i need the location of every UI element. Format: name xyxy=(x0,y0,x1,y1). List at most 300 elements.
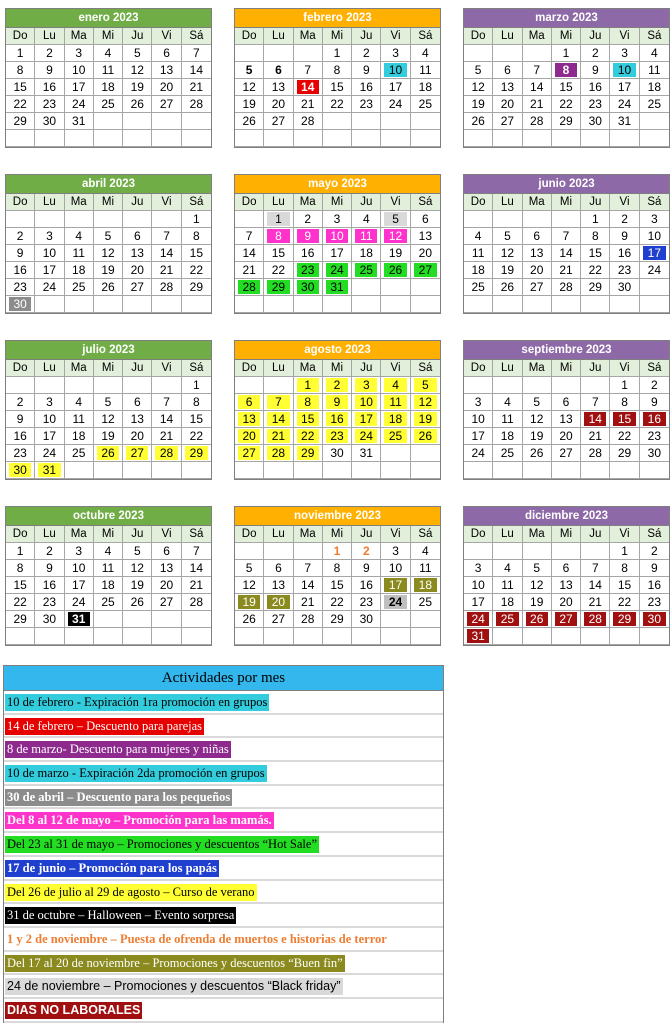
day-cell xyxy=(493,411,522,428)
day-cell xyxy=(581,96,610,113)
empty-cell xyxy=(552,296,581,313)
day-number: 12 xyxy=(530,412,544,426)
day-number: 5 xyxy=(133,46,141,60)
day-number: 31 xyxy=(72,114,86,128)
day-number: 17 xyxy=(72,80,86,94)
empty-cell xyxy=(581,628,610,645)
day-cell xyxy=(235,279,264,296)
day-number: 10 xyxy=(359,395,373,409)
day-number: 8 xyxy=(591,229,599,243)
day-number: 8 xyxy=(304,395,312,409)
weekday-header: Lu xyxy=(35,28,64,45)
empty-cell xyxy=(464,462,493,479)
day-number: 2 xyxy=(304,212,312,226)
day-cell xyxy=(493,279,522,296)
day-cell xyxy=(581,228,610,245)
day-cell xyxy=(640,560,669,577)
day-number: 6 xyxy=(504,63,511,77)
weekday-header: Sá xyxy=(411,526,440,543)
empty-cell xyxy=(552,130,581,147)
day-number: 2 xyxy=(591,46,599,60)
month-grid xyxy=(6,194,211,313)
day-number: 27 xyxy=(530,280,544,294)
day-number: 4 xyxy=(104,46,112,60)
day-number: 13 xyxy=(271,578,286,592)
day-number: 6 xyxy=(422,212,429,226)
day-cell xyxy=(264,245,293,262)
activity-label: DIAS NO LABORALES xyxy=(7,1002,141,1017)
weekday-header: Lu xyxy=(35,194,64,211)
day-number: 11 xyxy=(648,63,661,77)
empty-cell xyxy=(640,296,669,313)
empty-cell xyxy=(152,628,181,645)
weekday-header: Ju xyxy=(123,526,152,543)
day-number: 2 xyxy=(362,46,370,60)
empty-cell xyxy=(123,462,152,479)
day-number: 26 xyxy=(530,612,544,626)
day-number: 24 xyxy=(471,612,485,626)
weekday-header: Do xyxy=(464,526,493,543)
day-cell xyxy=(65,62,94,79)
day-number: 6 xyxy=(562,395,570,409)
activity-label: Del 8 al 12 de mayo – Promoción para las mamás. xyxy=(7,813,272,828)
day-number: 27 xyxy=(559,612,573,626)
day-number: 9 xyxy=(304,229,312,243)
day-number: 31 xyxy=(617,114,632,128)
day-cell xyxy=(581,279,610,296)
day-number: 8 xyxy=(621,561,628,575)
day-cell xyxy=(352,262,381,279)
day-cell xyxy=(352,45,381,62)
empty-cell xyxy=(264,296,293,313)
legend-row xyxy=(4,881,443,905)
day-cell xyxy=(411,211,440,228)
empty-cell xyxy=(381,296,410,313)
month-title: agosto 2023 xyxy=(235,341,440,360)
empty-cell xyxy=(94,462,123,479)
day-cell xyxy=(6,594,35,611)
weekday-header: Ju xyxy=(123,360,152,377)
weekday-header: Do xyxy=(235,28,264,45)
day-cell xyxy=(352,445,381,462)
day-cell xyxy=(65,79,94,96)
day-cell xyxy=(323,594,352,611)
day-number: 13 xyxy=(159,63,174,77)
day-cell xyxy=(294,245,323,262)
empty-cell xyxy=(264,543,293,560)
day-number: 1 xyxy=(275,212,282,226)
empty-cell xyxy=(235,296,264,313)
day-cell xyxy=(182,428,211,445)
day-cell xyxy=(323,445,352,462)
activity-label: 14 de febrero – Descuento para parejas xyxy=(7,718,203,733)
day-cell xyxy=(294,211,323,228)
day-number: 20 xyxy=(271,97,286,111)
empty-cell xyxy=(152,611,181,628)
day-cell xyxy=(411,594,440,611)
legend-row xyxy=(4,762,443,786)
empty-cell xyxy=(182,113,211,130)
empty-cell xyxy=(35,130,64,147)
day-number: 5 xyxy=(533,395,541,409)
weekday-header: Ma xyxy=(523,28,552,45)
day-number: 26 xyxy=(101,280,115,294)
day-number: 16 xyxy=(13,429,27,443)
day-cell xyxy=(152,262,181,279)
weekday-header: Ma xyxy=(294,360,323,377)
day-number: 18 xyxy=(388,412,403,426)
day-cell xyxy=(182,411,211,428)
day-number: 28 xyxy=(271,446,286,460)
day-cell xyxy=(610,211,639,228)
day-number: 4 xyxy=(504,561,511,575)
day-number: 17 xyxy=(388,80,403,94)
day-number: 10 xyxy=(330,229,344,243)
day-number: 1 xyxy=(16,46,24,60)
weekday-header: Lu xyxy=(264,526,293,543)
day-cell xyxy=(182,79,211,96)
weekday-header: Vi xyxy=(381,360,410,377)
day-number: 26 xyxy=(130,97,144,111)
day-cell xyxy=(65,411,94,428)
day-number: 23 xyxy=(13,446,27,460)
day-cell xyxy=(610,611,639,628)
day-cell xyxy=(610,79,639,96)
day-cell xyxy=(94,394,123,411)
day-cell xyxy=(552,245,581,262)
weekday-header: Lu xyxy=(264,194,293,211)
empty-cell xyxy=(35,377,64,394)
day-number: 17 xyxy=(471,429,485,443)
day-number: 24 xyxy=(72,97,86,111)
weekday-header: Ju xyxy=(581,360,610,377)
day-number: 21 xyxy=(159,263,174,277)
day-number: 14 xyxy=(559,246,573,260)
weekday-header: Mi xyxy=(323,194,352,211)
day-cell xyxy=(123,594,152,611)
day-number: 18 xyxy=(500,595,515,609)
weekday-header: Do xyxy=(6,526,35,543)
day-number: 16 xyxy=(588,80,602,94)
empty-cell xyxy=(523,377,552,394)
day-number: 18 xyxy=(72,263,86,277)
month-calendar xyxy=(463,506,670,646)
day-cell xyxy=(294,428,323,445)
day-cell xyxy=(581,577,610,594)
legend-row xyxy=(4,999,443,1023)
empty-cell xyxy=(581,296,610,313)
empty-cell xyxy=(581,377,610,394)
day-number: 9 xyxy=(46,63,53,77)
day-cell xyxy=(235,245,264,262)
day-number: 6 xyxy=(275,63,282,77)
day-cell xyxy=(264,577,293,594)
day-number: 9 xyxy=(16,412,24,426)
day-cell xyxy=(65,45,94,62)
day-cell xyxy=(35,96,64,113)
empty-cell xyxy=(493,45,522,62)
day-number: 22 xyxy=(330,97,344,111)
weekday-header: Sá xyxy=(640,360,669,377)
weekday-header: Do xyxy=(235,194,264,211)
day-number: 21 xyxy=(189,80,204,94)
day-cell xyxy=(552,394,581,411)
day-number: 22 xyxy=(13,97,27,111)
day-cell xyxy=(264,560,293,577)
legend-row xyxy=(4,904,443,928)
day-number: 2 xyxy=(16,229,24,243)
day-cell xyxy=(94,279,123,296)
day-number: 19 xyxy=(101,429,115,443)
day-cell xyxy=(610,394,639,411)
empty-cell xyxy=(65,211,94,228)
day-cell xyxy=(6,445,35,462)
day-number: 17 xyxy=(42,429,57,443)
weekday-header: Sá xyxy=(640,526,669,543)
day-number: 7 xyxy=(163,395,170,409)
day-cell xyxy=(610,411,639,428)
day-number: 25 xyxy=(101,595,115,609)
day-cell xyxy=(94,79,123,96)
day-number: 8 xyxy=(333,63,341,77)
day-cell xyxy=(94,560,123,577)
day-cell xyxy=(640,577,669,594)
empty-cell xyxy=(94,130,123,147)
empty-cell xyxy=(493,296,522,313)
day-number: 10 xyxy=(388,561,403,575)
weekday-header: Mi xyxy=(94,360,123,377)
day-number: 16 xyxy=(647,578,662,592)
day-number: 3 xyxy=(75,544,83,558)
empty-cell xyxy=(294,296,323,313)
day-number: 31 xyxy=(471,629,485,643)
day-cell xyxy=(6,560,35,577)
day-number: 13 xyxy=(559,578,573,592)
day-cell xyxy=(182,62,211,79)
day-cell xyxy=(610,560,639,577)
day-cell xyxy=(610,245,639,262)
day-cell xyxy=(94,594,123,611)
day-cell xyxy=(6,462,35,479)
day-cell xyxy=(235,428,264,445)
day-number: 8 xyxy=(275,229,282,243)
day-number: 11 xyxy=(101,63,115,77)
day-number: 22 xyxy=(559,97,573,111)
day-number: 8 xyxy=(193,395,200,409)
day-cell xyxy=(552,411,581,428)
day-number: 2 xyxy=(621,212,628,226)
day-cell xyxy=(581,394,610,411)
day-cell xyxy=(464,279,493,296)
day-number: 4 xyxy=(651,46,658,60)
day-cell xyxy=(6,228,35,245)
day-number: 1 xyxy=(621,544,628,558)
empty-cell xyxy=(65,296,94,313)
day-number: 20 xyxy=(159,80,174,94)
day-cell xyxy=(123,577,152,594)
day-cell xyxy=(6,279,35,296)
day-number: 21 xyxy=(559,263,573,277)
day-number: 15 xyxy=(617,578,632,592)
activities-legend xyxy=(3,665,444,1023)
empty-cell xyxy=(323,113,352,130)
empty-cell xyxy=(65,628,94,645)
day-cell xyxy=(381,262,410,279)
empty-cell xyxy=(610,296,639,313)
day-number: 9 xyxy=(362,63,370,77)
day-cell xyxy=(523,560,552,577)
day-number: 23 xyxy=(301,263,315,277)
day-number: 16 xyxy=(301,246,315,260)
day-number: 20 xyxy=(418,246,433,260)
day-cell xyxy=(352,411,381,428)
day-cell xyxy=(464,96,493,113)
day-number: 20 xyxy=(559,429,573,443)
empty-cell xyxy=(411,130,440,147)
day-cell xyxy=(6,577,35,594)
day-cell xyxy=(381,228,410,245)
day-number: 30 xyxy=(13,463,27,477)
day-number: 13 xyxy=(500,80,515,94)
day-cell xyxy=(640,445,669,462)
day-cell xyxy=(182,228,211,245)
day-number: 5 xyxy=(104,229,112,243)
day-number: 19 xyxy=(388,246,403,260)
empty-cell xyxy=(464,45,493,62)
month-grid xyxy=(464,360,669,479)
day-cell xyxy=(610,262,639,279)
day-cell xyxy=(235,228,264,245)
day-number: 24 xyxy=(388,595,403,609)
month-grid xyxy=(235,360,440,479)
empty-cell xyxy=(352,628,381,645)
day-cell xyxy=(493,62,522,79)
day-cell xyxy=(581,594,610,611)
day-number: 23 xyxy=(42,97,57,111)
weekday-header: Sá xyxy=(182,194,211,211)
weekday-header: Vi xyxy=(610,360,639,377)
day-cell xyxy=(94,543,123,560)
day-cell xyxy=(94,245,123,262)
day-number: 22 xyxy=(617,429,632,443)
day-cell xyxy=(152,62,181,79)
day-number: 22 xyxy=(189,263,204,277)
weekday-header: Ma xyxy=(65,360,94,377)
day-number: 3 xyxy=(46,229,53,243)
activity-label: 10 de marzo - Expiración 2da promoción en grupos xyxy=(7,766,265,781)
day-cell xyxy=(294,560,323,577)
activity-label: 31 de octubre – Halloween – Evento sorpresa xyxy=(7,908,235,923)
day-number: 13 xyxy=(530,246,544,260)
month-calendar xyxy=(463,174,670,314)
empty-cell xyxy=(552,377,581,394)
day-cell xyxy=(411,45,440,62)
day-cell xyxy=(381,411,410,428)
day-cell xyxy=(352,543,381,560)
day-cell xyxy=(352,245,381,262)
empty-cell xyxy=(352,296,381,313)
day-number: 13 xyxy=(130,412,144,426)
day-cell xyxy=(323,428,352,445)
day-number: 29 xyxy=(301,446,315,460)
day-number: 7 xyxy=(304,561,312,575)
day-number: 14 xyxy=(242,246,256,260)
day-number: 13 xyxy=(130,246,144,260)
day-cell xyxy=(182,245,211,262)
day-cell xyxy=(182,560,211,577)
day-cell xyxy=(523,79,552,96)
weekday-header: Vi xyxy=(610,526,639,543)
day-cell xyxy=(6,394,35,411)
day-number: 27 xyxy=(130,446,144,460)
day-number: 30 xyxy=(588,114,602,128)
day-cell xyxy=(35,560,64,577)
day-cell xyxy=(640,394,669,411)
day-cell xyxy=(323,611,352,628)
day-cell xyxy=(493,445,522,462)
month-calendar xyxy=(463,340,670,480)
day-number: 23 xyxy=(359,97,373,111)
day-number: 3 xyxy=(392,544,399,558)
day-number: 16 xyxy=(330,412,344,426)
empty-cell xyxy=(235,130,264,147)
day-cell xyxy=(152,543,181,560)
day-cell xyxy=(411,377,440,394)
day-cell xyxy=(581,79,610,96)
day-cell xyxy=(235,445,264,462)
day-number: 31 xyxy=(72,612,86,626)
weekday-header: Do xyxy=(464,194,493,211)
weekday-header: Vi xyxy=(610,194,639,211)
day-number: 14 xyxy=(189,63,204,77)
empty-cell xyxy=(65,130,94,147)
day-cell xyxy=(35,462,64,479)
empty-cell xyxy=(182,628,211,645)
day-number: 19 xyxy=(242,595,256,609)
legend-row xyxy=(4,809,443,833)
day-cell xyxy=(323,560,352,577)
day-cell xyxy=(152,577,181,594)
day-cell xyxy=(581,245,610,262)
day-cell xyxy=(65,394,94,411)
day-cell xyxy=(323,62,352,79)
day-number: 1 xyxy=(333,46,341,60)
day-cell xyxy=(464,560,493,577)
day-number: 15 xyxy=(271,246,286,260)
empty-cell xyxy=(294,543,323,560)
weekday-header: Sá xyxy=(182,360,211,377)
day-number: 12 xyxy=(130,63,144,77)
day-number: 29 xyxy=(13,612,27,626)
day-number: 26 xyxy=(471,114,485,128)
day-cell xyxy=(464,445,493,462)
empty-cell xyxy=(552,543,581,560)
day-cell xyxy=(35,428,64,445)
activity-label: 10 de febrero - Expiración 1ra promoción en grupos xyxy=(7,695,268,709)
legend-row xyxy=(4,738,443,762)
day-number: 7 xyxy=(163,229,170,243)
day-number: 1 xyxy=(621,378,628,392)
day-cell xyxy=(352,79,381,96)
day-number: 11 xyxy=(101,561,115,575)
empty-cell xyxy=(294,130,323,147)
day-number: 28 xyxy=(301,612,315,626)
day-number: 16 xyxy=(647,412,662,426)
day-number: 25 xyxy=(500,612,515,626)
day-cell xyxy=(264,445,293,462)
day-cell xyxy=(352,594,381,611)
empty-cell xyxy=(493,628,522,645)
